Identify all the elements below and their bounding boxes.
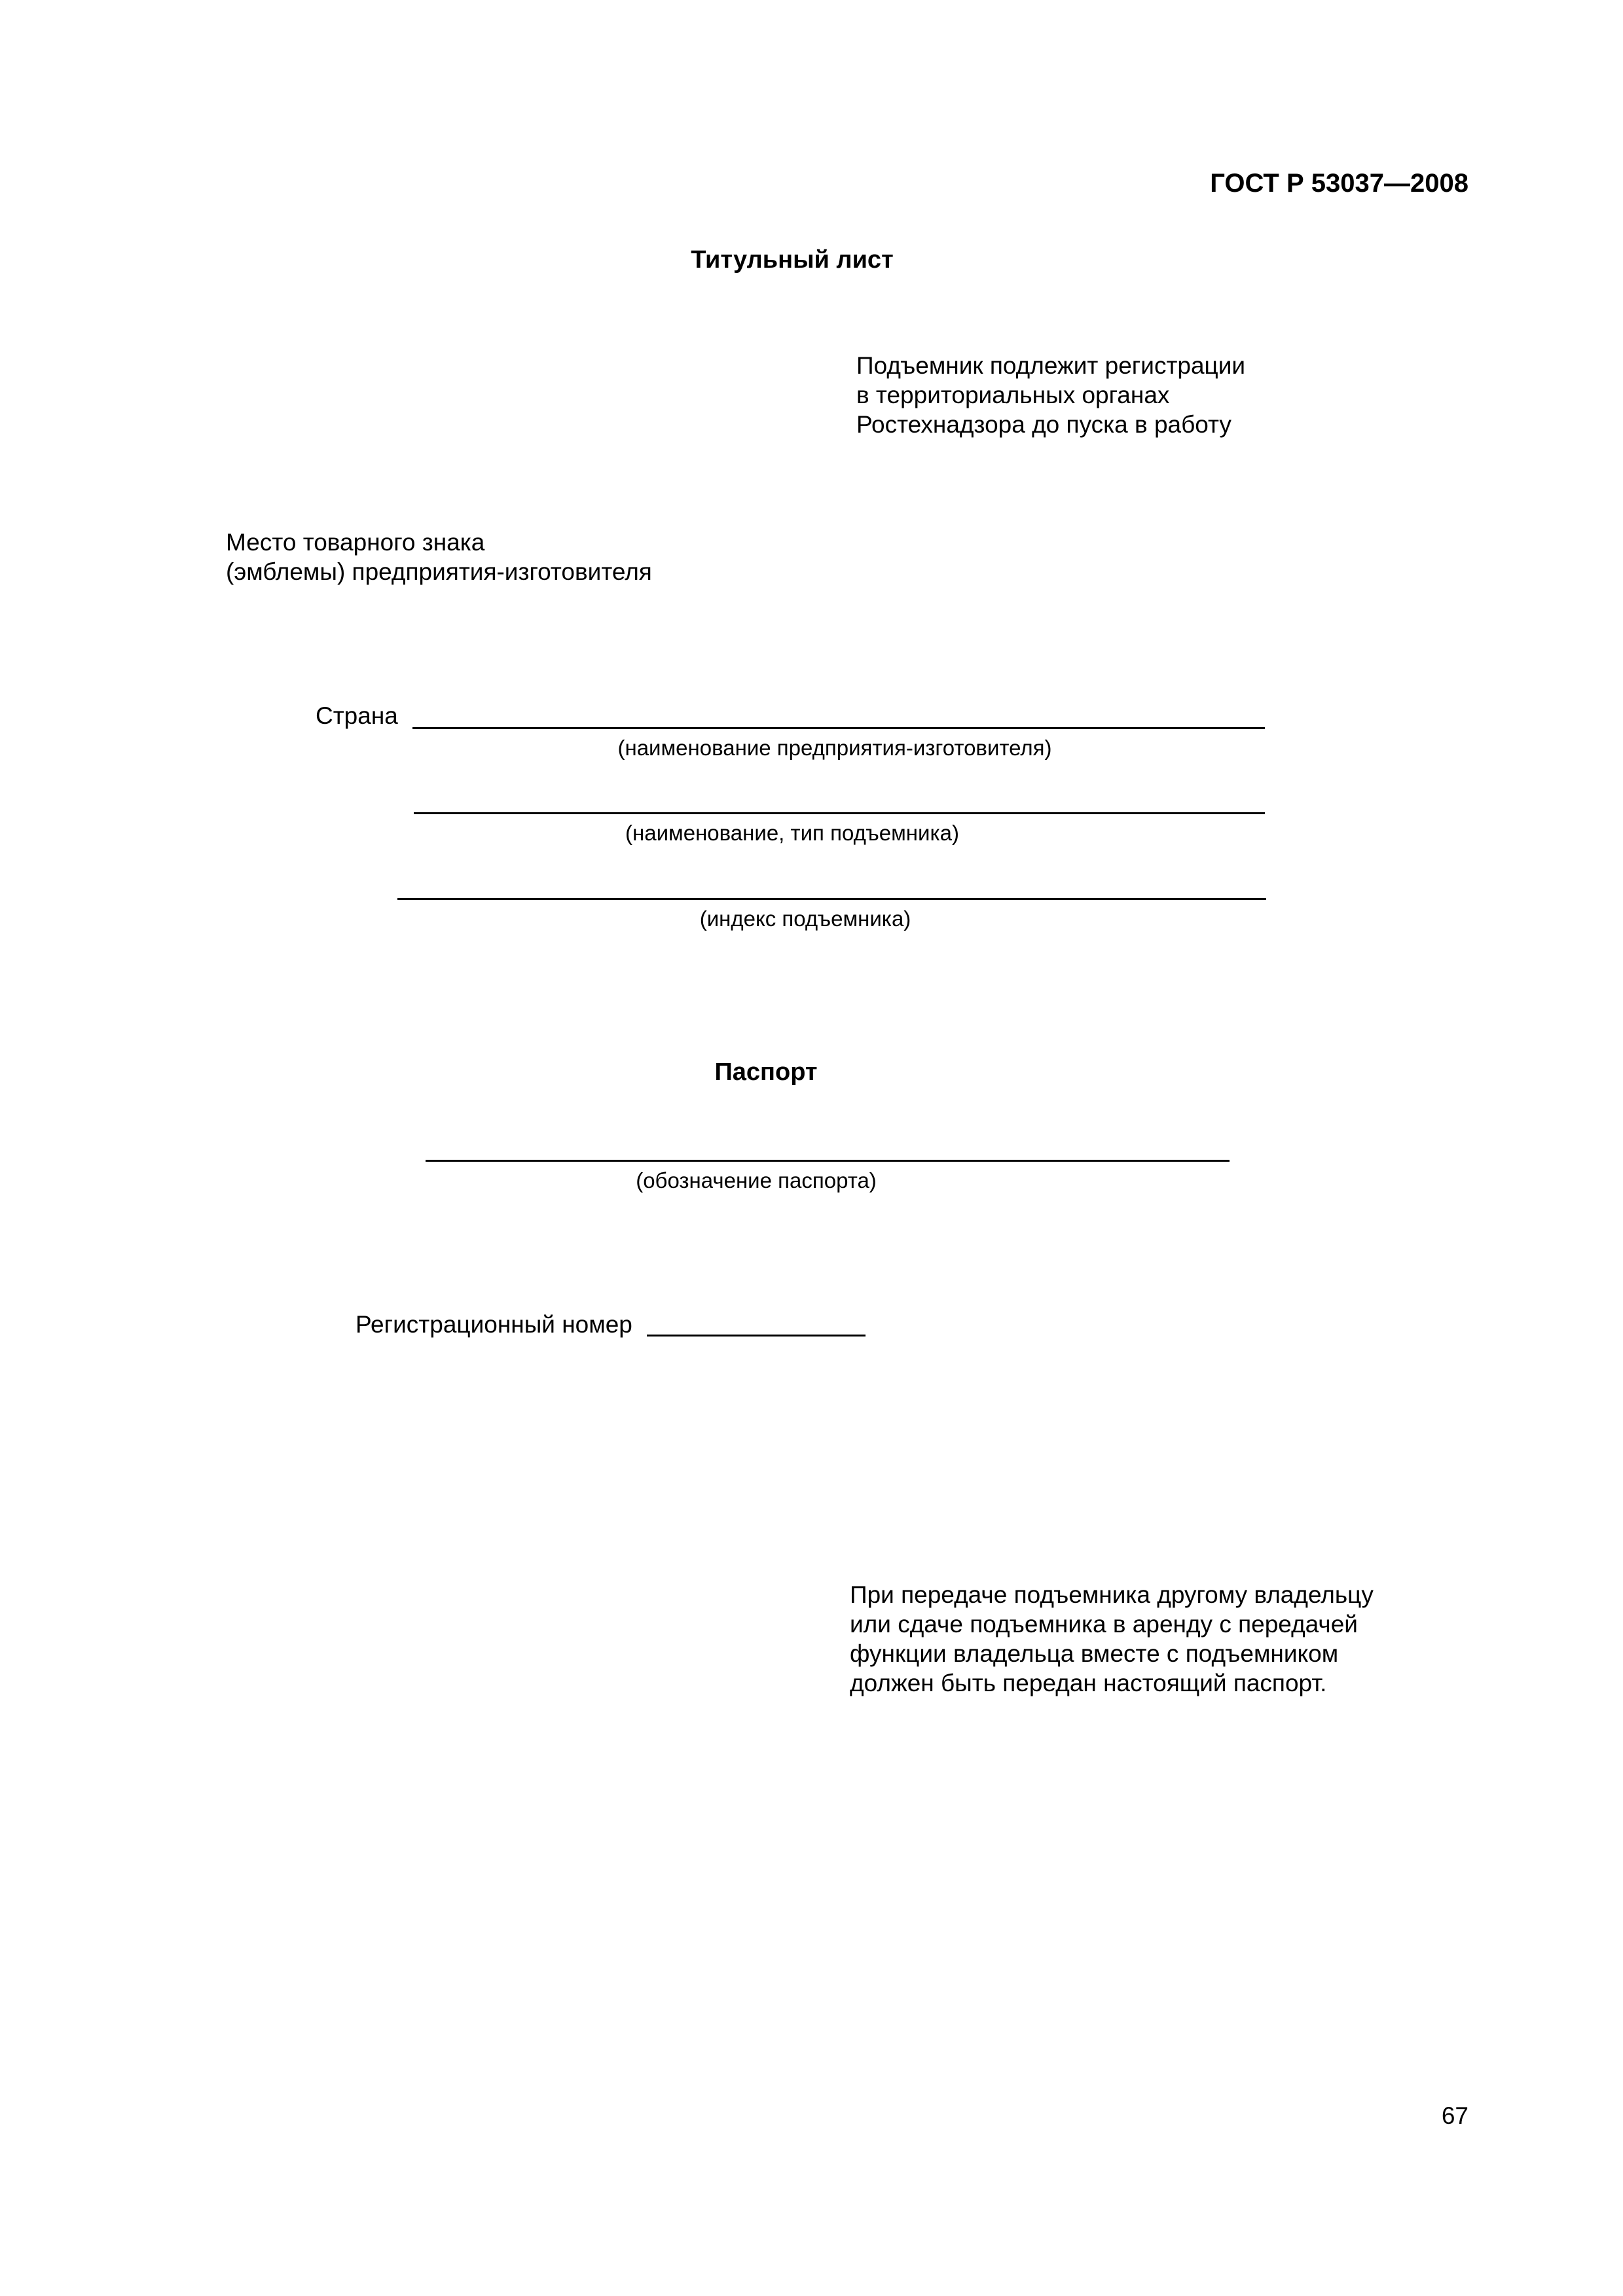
transfer-note-line: должен быть передан настоящий паспорт.: [850, 1670, 1327, 1696]
page-number: 67: [1441, 2102, 1468, 2129]
manufacturer-caption: (наименование предприятия-изготовителя): [617, 736, 1052, 760]
transfer-note-line: или сдаче подъемника в аренду с передачей: [850, 1611, 1358, 1638]
registration-note-line: Подъемник подлежит регистрации: [856, 352, 1246, 379]
lift-index-fill-line[interactable]: [397, 898, 1266, 900]
standard-code: ГОСТ Р 53037—2008: [1210, 169, 1468, 198]
passport-designation-caption: (обозначение паспорта): [636, 1168, 877, 1193]
title-sheet-heading: Титульный лист: [691, 246, 894, 274]
registration-note-line: в территориальных органах: [856, 382, 1170, 408]
registration-number-label: Регистрационный номер: [356, 1311, 632, 1338]
registration-note: [856, 351, 1245, 439]
registration-note-line: Ростехнадзора до пуска в работу: [856, 411, 1231, 438]
emblem-place-line: (эмблемы) предприятия-изготовителя: [226, 558, 652, 585]
passport-heading: Паспорт: [714, 1058, 818, 1086]
transfer-note: [850, 1580, 1374, 1698]
manufacturer-fill-line[interactable]: [412, 727, 1265, 729]
emblem-place-note: [226, 528, 652, 586]
transfer-note-line: При передаче подъемника другому владельцу: [850, 1581, 1374, 1608]
registration-number-fill-line[interactable]: [647, 1335, 866, 1336]
transfer-note-line: функции владельца вместе с подъемником: [850, 1640, 1339, 1667]
lift-index-caption: (индекс подъемника): [699, 906, 911, 931]
passport-designation-fill-line[interactable]: [426, 1160, 1230, 1162]
lift-name-fill-line[interactable]: [414, 812, 1265, 814]
country-label: Страна: [316, 702, 398, 729]
lift-name-caption: (наименование, тип подъемника): [625, 821, 959, 845]
emblem-place-line: Место товарного знака: [226, 529, 485, 556]
